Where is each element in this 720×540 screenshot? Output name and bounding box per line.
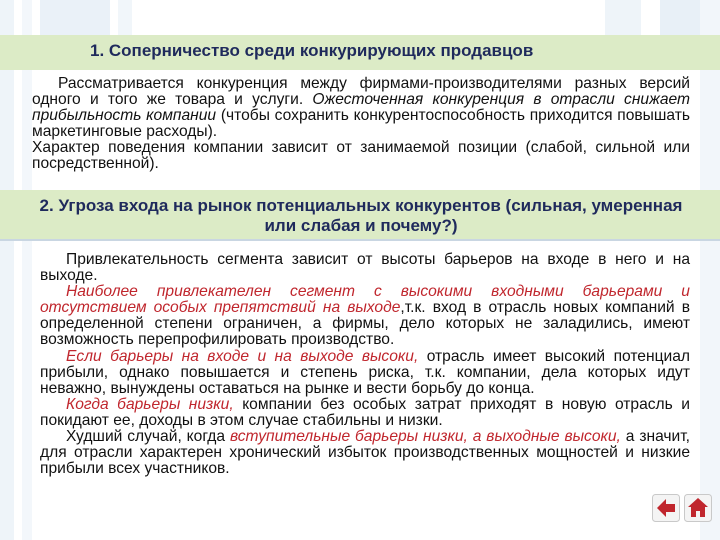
back-button[interactable] (652, 494, 680, 522)
section-2-paragraph-1: Привлекательность сегмента зависит от высоты барьеров на входе в него и на выходе. (40, 251, 690, 285)
section-2-paragraph-5: Худший случай, когда вступительные барьеры низки, а выходные высоки, а значит, для отрасли характерен хронический избыток производственных мощностей и низкие прибыли всех участников. (40, 428, 691, 478)
home-icon (684, 494, 712, 522)
back-arrow-icon (652, 494, 680, 522)
section-1-heading: 1. Соперничество среди конкурирующих продавцов (90, 41, 534, 60)
section-1-body (32, 76, 690, 173)
section-2-paragraph-4: Когда барьеры низки, компании без особых затрат приходят в новую отрасль и покидают ее, доходы в этом случае стабильны и низки. (40, 395, 690, 429)
home-button[interactable] (684, 494, 712, 522)
section-2-body (40, 252, 690, 477)
section-1-paragraph-2: Характер поведения компании зависит от занимаемой позиции (слабой, сильной или посредственной). (32, 139, 690, 173)
section-2-paragraph-2: Наиболее привлекателен сегмент с высокими входными барьерами и отсутствием особых препятствий на выходе,т.к. вход в отрасль новых компаний в определенной степени ограничен, а фирмы, дело которых не заладились, имеют возможность перепрофилировать производство. (40, 283, 690, 349)
section-2-paragraph-3: Если барьеры на входе и на выходе высоки, отрасль имеет высокий потенциал прибыли, однако повышается и степень риска, т.к. компании, дела которых идут неважно, вынуждены оставаться на рынке и вести борьбу до конца. (40, 347, 691, 397)
section-1-paragraph-1: Рассматривается конкуренция между фирмами-производителями разных версий одного и того же товара и услуги. Ожесточенная конкуренция в отрасли снижает прибыльность компании (чтобы сохранить конкурентоспособность приходится повышать маркетинговые расходы). (32, 75, 690, 141)
section-2-heading: 2. Угроза входа на рынок потенциальных конкурентов (сильная, умеренная или слабая и почему?) (39, 196, 683, 235)
